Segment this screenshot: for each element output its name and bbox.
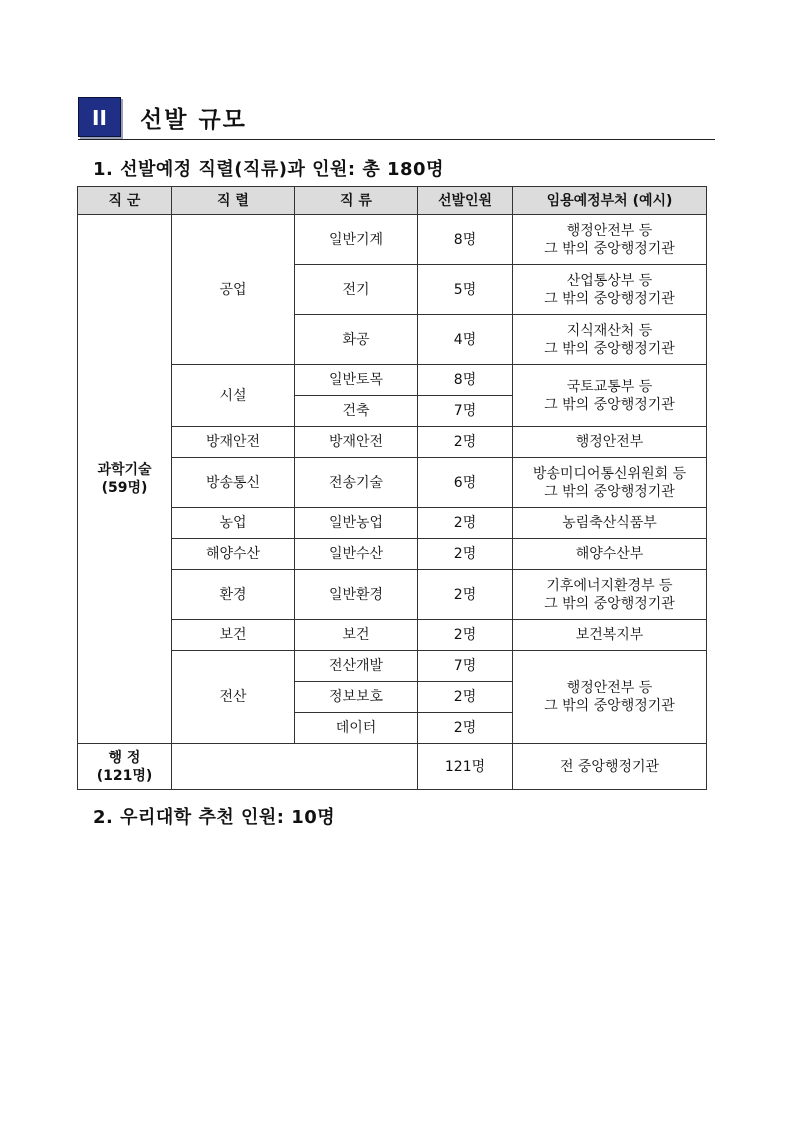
series-cell: 시설 — [172, 365, 295, 427]
series-cell: 환경 — [172, 570, 295, 620]
count-cell: 2명 — [418, 620, 513, 651]
department-line: 방송미디어통신위원회 등 — [532, 465, 687, 482]
count-cell: 121명 — [418, 744, 513, 790]
count-cell: 8명 — [418, 365, 513, 396]
department-cell — [513, 315, 707, 365]
department-line: 그 밖의 중앙행정기관 — [544, 396, 675, 413]
header-series: 직 렬 — [172, 187, 295, 215]
class-cell: 정보보호 — [295, 682, 418, 713]
table-row — [78, 508, 707, 539]
department-line: 그 밖의 중앙행정기관 — [544, 340, 675, 357]
header-count: 선발인원 — [418, 187, 513, 215]
count-cell: 2명 — [418, 570, 513, 620]
series-cell: 전산 — [172, 651, 295, 744]
department-line: 국토교통부 등 — [566, 378, 653, 395]
department-cell — [513, 265, 707, 315]
group-science-count: (59명) — [101, 480, 148, 496]
section-header — [78, 97, 715, 140]
table-row-admin — [78, 744, 707, 790]
class-cell: 일반토목 — [295, 365, 418, 396]
department-line: 그 밖의 중앙행정기관 — [544, 698, 675, 714]
department-line: 기후에너지환경부 등 — [546, 577, 673, 594]
count-cell: 7명 — [418, 396, 513, 427]
count-cell: 2명 — [418, 427, 513, 458]
subtitle-university-recommendation: 2. 우리대학 추천 인원: 10명 — [93, 807, 336, 828]
group-science-cell — [78, 215, 172, 744]
header-group: 직 군 — [78, 187, 172, 215]
table-row — [78, 620, 707, 651]
table-row — [78, 458, 707, 508]
class-cell: 일반환경 — [295, 570, 418, 620]
department-cell: 전 중앙행정기관 — [513, 744, 707, 790]
series-cell: 농업 — [172, 508, 295, 539]
table-row — [78, 427, 707, 458]
series-cell: 방송통신 — [172, 458, 295, 508]
series-cell: 보건 — [172, 620, 295, 651]
department-cell — [513, 570, 707, 620]
group-admin-label: 행 정 — [108, 749, 141, 766]
count-cell: 2명 — [418, 539, 513, 570]
class-cell: 화공 — [295, 315, 418, 365]
class-cell: 전기 — [295, 265, 418, 315]
series-cell: 해양수산 — [172, 539, 295, 570]
department-line: 그 밖의 중앙행정기관 — [544, 290, 675, 307]
table-row — [78, 365, 707, 396]
group-admin-count: (121명) — [96, 767, 153, 784]
department-line: 그 밖의 중앙행정기관 — [544, 483, 675, 500]
department-cell: 농림축산식품부 — [513, 508, 707, 539]
table-header-row — [78, 187, 707, 215]
department-cell — [513, 365, 707, 427]
subtitle-selection-classes: 1. 선발예정 직렬(직류)과 인원: 총 180명 — [93, 159, 444, 180]
count-cell: 7명 — [418, 651, 513, 682]
header-class: 직 류 — [295, 187, 418, 215]
table-row — [78, 539, 707, 570]
department-cell — [513, 215, 707, 265]
class-cell: 일반농업 — [295, 508, 418, 539]
class-cell: 데이터 — [295, 713, 418, 744]
department-line: 행정안전부 등 — [566, 680, 653, 696]
class-cell: 보건 — [295, 620, 418, 651]
department-cell — [513, 651, 707, 744]
class-cell: 방재안전 — [295, 427, 418, 458]
department-cell: 보건복지부 — [513, 620, 707, 651]
department-line: 그 밖의 중앙행정기관 — [544, 595, 675, 612]
count-cell: 8명 — [418, 215, 513, 265]
header-department: 임용예정부처 (예시) — [513, 187, 707, 215]
series-cell: 방재안전 — [172, 427, 295, 458]
admin-empty-cell — [172, 744, 418, 790]
count-cell: 4명 — [418, 315, 513, 365]
department-line: 산업통상부 등 — [566, 272, 653, 289]
department-line: 행정안전부 등 — [566, 222, 653, 239]
department-cell: 행정안전부 — [513, 427, 707, 458]
class-cell: 전송기술 — [295, 458, 418, 508]
series-cell: 공업 — [172, 215, 295, 365]
count-cell: 5명 — [418, 265, 513, 315]
class-cell: 일반수산 — [295, 539, 418, 570]
table-row — [78, 215, 707, 265]
department-cell — [513, 458, 707, 508]
table-row — [78, 570, 707, 620]
department-line: 지식재산처 등 — [566, 322, 653, 339]
class-cell: 건축 — [295, 396, 418, 427]
count-cell: 6명 — [418, 458, 513, 508]
section-title: 선발 규모 — [140, 107, 247, 133]
count-cell: 2명 — [418, 508, 513, 539]
department-line: 그 밖의 중앙행정기관 — [544, 240, 675, 257]
class-cell: 일반기계 — [295, 215, 418, 265]
selection-table — [77, 186, 707, 790]
class-cell: 전산개발 — [295, 651, 418, 682]
count-cell: 2명 — [418, 682, 513, 713]
group-science-label: 과학기술 — [97, 462, 152, 478]
count-cell: 2명 — [418, 713, 513, 744]
group-admin-cell — [78, 744, 172, 790]
table-row — [78, 651, 707, 682]
department-cell: 해양수산부 — [513, 539, 707, 570]
section-number-badge: II — [78, 97, 121, 137]
